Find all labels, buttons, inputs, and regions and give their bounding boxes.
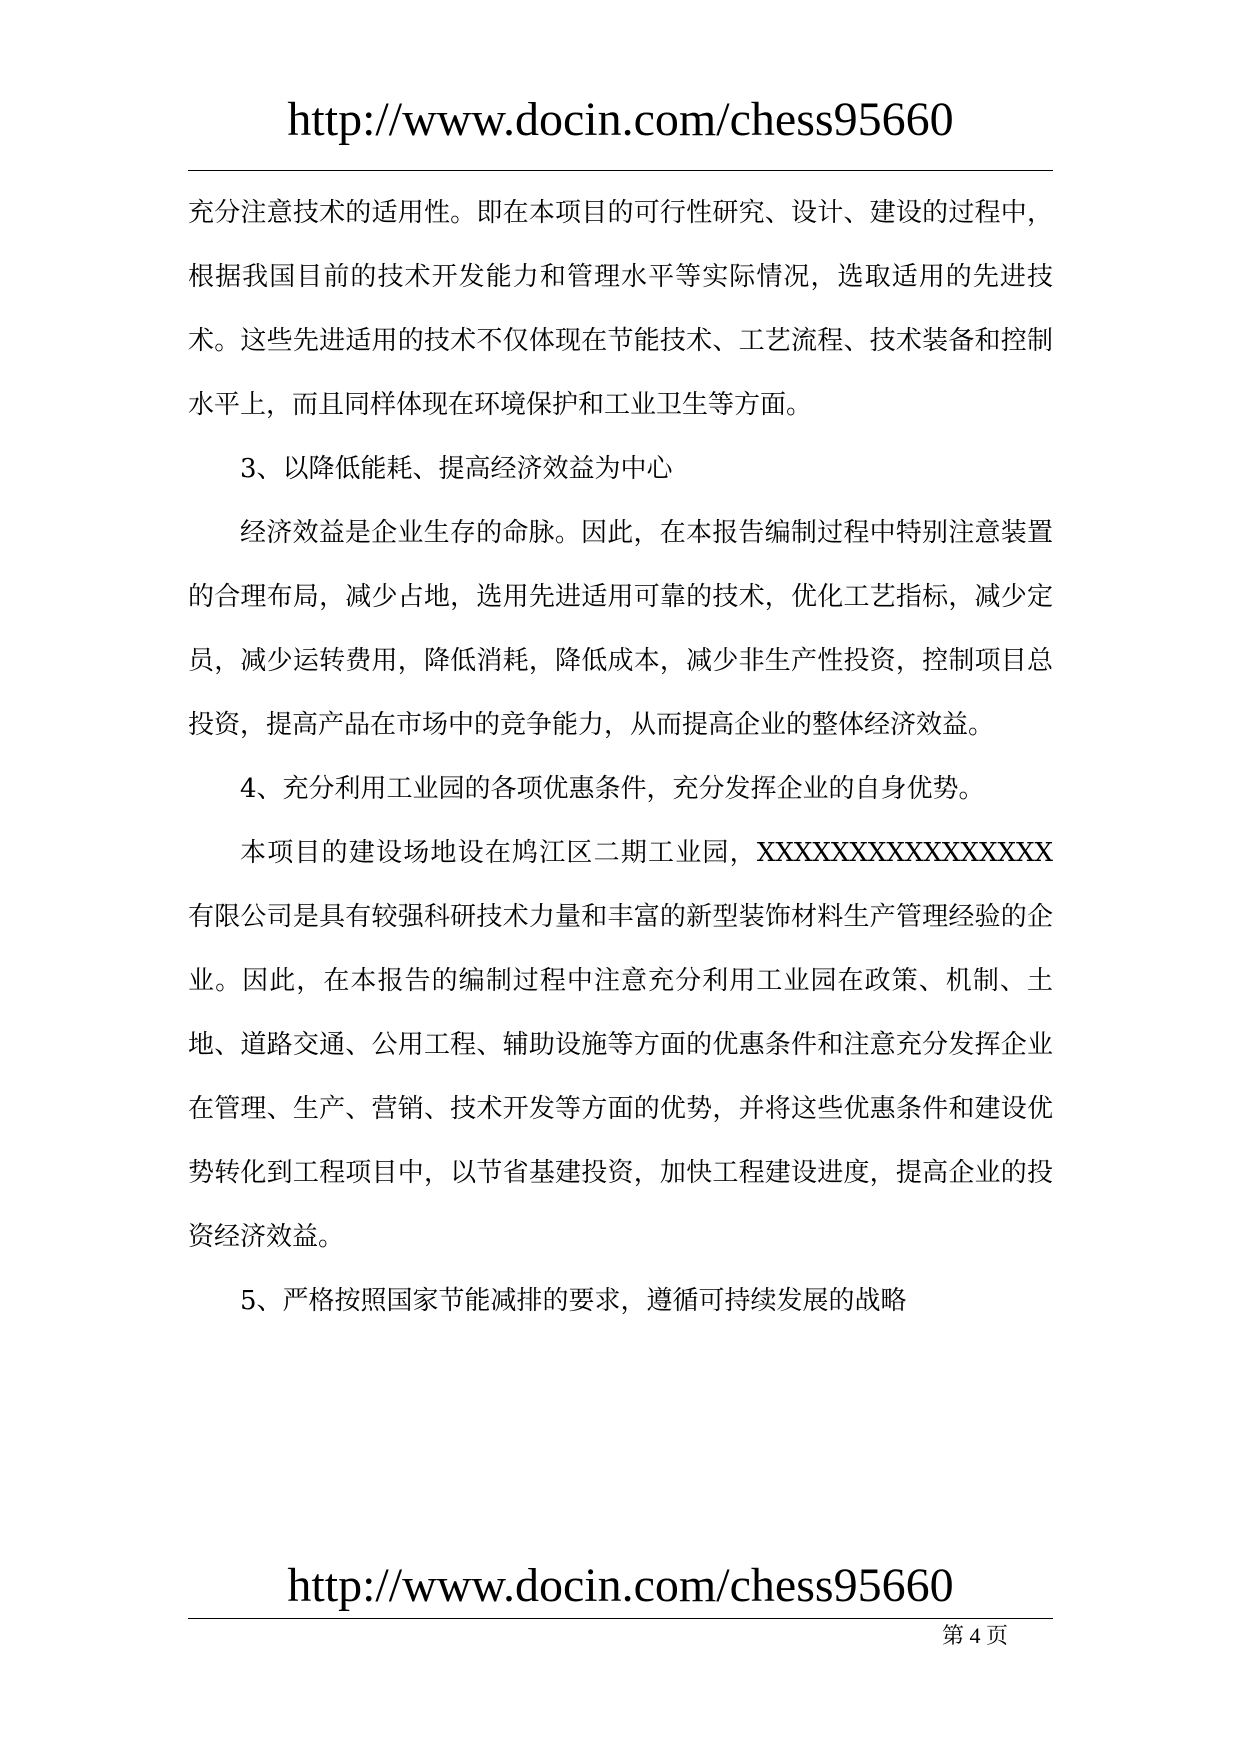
header-divider [188,170,1053,171]
paragraph-6-heading: 5、严格按照国家节能减排的要求，遵循可持续发展的战略 [240,1286,907,1316]
paragraph-3: 经济效益是企业生存的命脉。因此，在本报告编制过程中特别注意装置的合理布局，减少占地，选用先进适用可靠的技术，优化工艺指标，减少定员，减少运转费用，降低消耗，降低成本，减少非生产性投资，控制项目总投资，提高产品在市场中的竞争能力，从而提高企业的整体经济效益。 [188,518,1053,740]
footer-divider [188,1618,1053,1619]
paragraph-1: 充分注意技术的适用性。即在本项目的可行性研究、设计、建设的过程中，根据我国目前的技术开发能力和管理水平等实际情况，选取适用的先进技术。这些先进适用的技术不仅体现在节能技术、工艺流程、技术装备和控制水平上，而且同样体现在环境保护和工业卫生等方面。 [188,198,1053,420]
document-body [188,181,1053,1333]
paragraph-5: 本项目的建设场地设在鸠江区二期工业园，XXXXXXXXXXXXXXXX有限公司是具有较强科研技术力量和丰富的新型装饰材料生产管理经验的企业。因此，在本报告的编制过程中注意充分利用工业园在政策、机制、土地、道路交通、公用工程、辅助设施等方面的优惠条件和注意充分发挥企业在管理、生产、营销、技术开发等方面的优势，并将这些优惠条件和建设优势转化到工程项目中，以节省基建投资，加快工程建设进度，提高企业的投资经济效益。 [188,838,1053,1252]
paragraph-2-heading: 3、以降低能耗、提高经济效益为中心 [240,454,673,484]
footer-watermark-url: http://www.docin.com/chess95660 [287,1559,954,1612]
paragraph-4-heading: 4、充分利用工业园的各项优惠条件，充分发挥企业的自身优势。 [240,774,985,804]
header-watermark-url: http://www.docin.com/chess95660 [287,93,954,146]
page-number: 第 4 页 [941,1623,1008,1648]
